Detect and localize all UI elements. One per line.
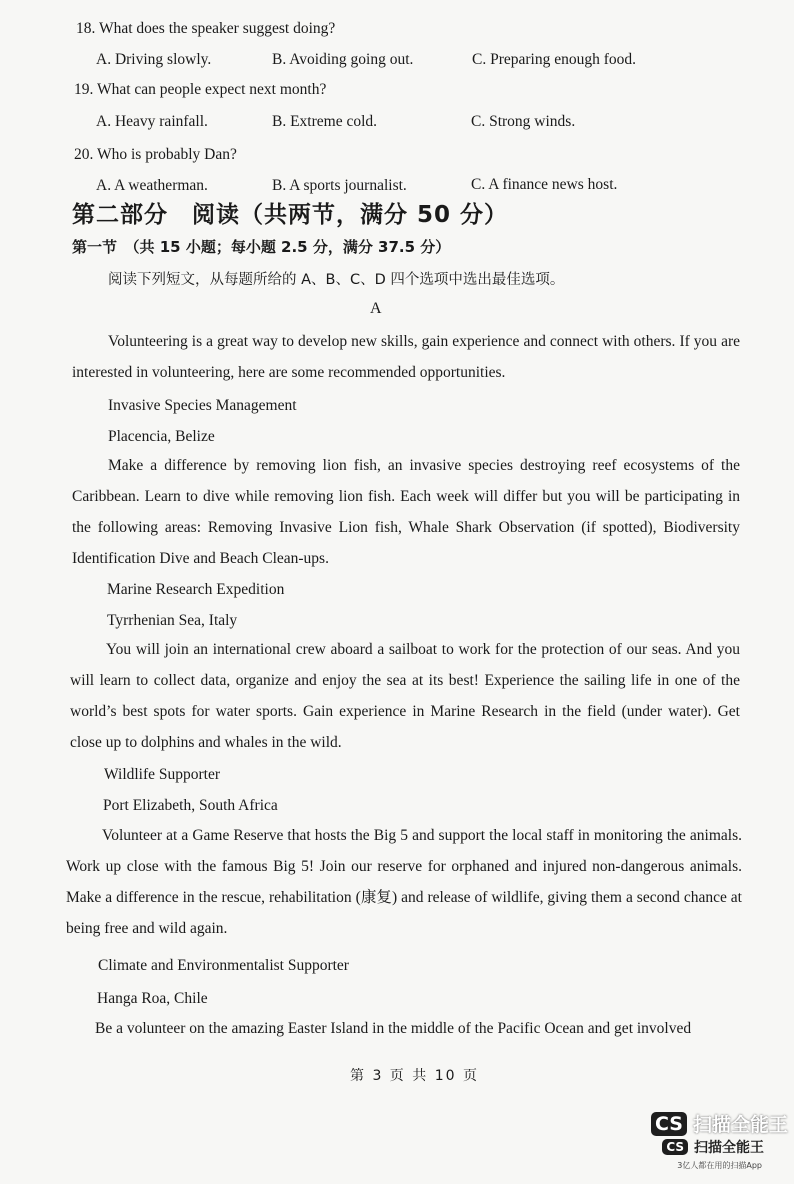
opportunity-1-place: Placencia, Belize (108, 428, 215, 445)
question-19-option-b: B. Extreme cold. (272, 113, 378, 130)
question-19-option-a: A. Heavy rainfall. (96, 113, 208, 130)
opportunity-4-place: Hanga Roa, Chile (97, 990, 208, 1007)
question-19-option-c: C. Strong winds. (471, 113, 576, 130)
question-18-option-a: A. Driving slowly. (96, 51, 212, 68)
cs-logo-small-icon: CS (662, 1139, 688, 1155)
question-20-stem: 20. Who is probably Dan? (74, 146, 237, 163)
question-20-option-b: B. A sports journalist. (272, 177, 407, 194)
question-20-option-c: C. A finance news host. (471, 176, 618, 193)
opportunity-3-desc: Volunteer at a Game Reserve that hosts the Big 5 and support the local staff in monitoring the animals. Work up close with the famous Big 5! Join our reserve for orphaned and injured non-dangerous animals. Make a difference in the rescue, rehabilitation (康复) and release of wildlife, giving them a second chance at being free and wild again. (66, 827, 742, 937)
section-subtitle: 第一节 （共 15 小题；每小题 2.5 分，满分 37.5 分） (72, 238, 451, 256)
opportunity-4-name: Climate and Environmentalist Supporter (98, 957, 349, 974)
passage-letter: A (370, 300, 382, 317)
question-19-stem: 19. What can people expect next month? (74, 81, 327, 98)
opportunity-1-desc: Make a difference by removing lion fish, an invasive species destroying reef ecosystems of the Caribbean. Learn to dive while removing lion fish. Each week will differ but you will be participating in the following areas: Removing Invasive Lion fish, Whale Shark Observation (if spotted), Biodiversity Identification Dive and Beach Clean-ups. (72, 457, 740, 567)
opportunity-2-name: Marine Research Expedition (107, 581, 285, 598)
passage-intro: Volunteering is a great way to develop new skills, gain experience and connect with others. If you are interested in volunteering, here are some recommended opportunities. (72, 333, 740, 381)
opportunity-3-place: Port Elizabeth, South Africa (103, 797, 278, 814)
opportunity-1-name: Invasive Species Management (108, 397, 297, 414)
section-title: 第二部分 阅读（共两节，满分 50 分） (72, 202, 509, 228)
opportunity-3-name: Wildlife Supporter (104, 766, 221, 783)
scanner-watermark (651, 1110, 788, 1137)
watermark-subtitle: 3亿人都在用的扫描App (677, 1161, 762, 1170)
scanner-watermark-secondary (662, 1137, 764, 1157)
cs-logo-icon: CS (651, 1112, 687, 1136)
question-18-option-c: C. Preparing enough food. (472, 51, 637, 68)
question-20-option-a: A. A weatherman. (96, 177, 208, 194)
opportunity-4-desc: Be a volunteer on the amazing Easter Island in the middle of the Pacific Ocean and get involved (95, 1020, 692, 1037)
opportunity-2-place: Tyrrhenian Sea, Italy (107, 612, 238, 629)
watermark-text-secondary: 扫描全能王 (694, 1140, 764, 1156)
question-18-stem: 18. What does the speaker suggest doing? (76, 20, 336, 37)
section-instruction: 阅读下列短文，从每题所给的 A、B、C、D 四个选项中选出最佳选项。 (108, 272, 565, 288)
opportunity-2-desc: You will join an international crew aboard a sailboat to work for the protection of our seas. And you will learn to collect data, organize and enjoy the sea at its best! Experience the sailing life in one of the world’s best spots for water sports. Gain experience in Marine Research in the field (under water). Get close up to dolphins and whales in the wild. (70, 641, 740, 751)
page-footer: 第 3 页 共 10 页 (350, 1068, 479, 1084)
question-18-option-b: B. Avoiding going out. (272, 51, 414, 68)
watermark-text: 扫描全能王 (692, 1114, 788, 1136)
